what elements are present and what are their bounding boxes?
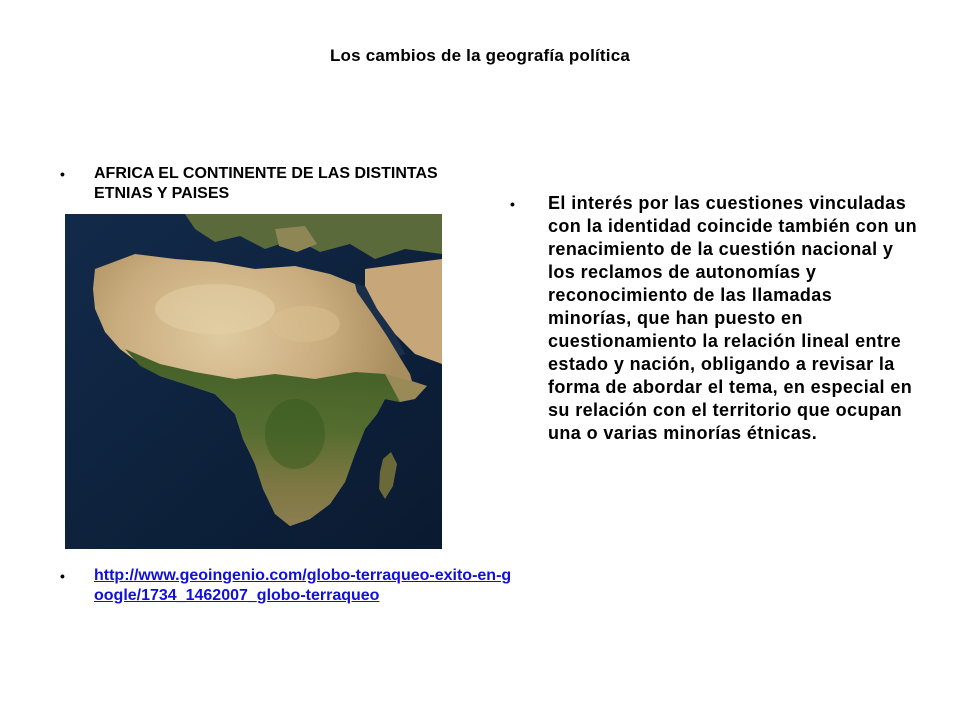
bullet-icon: • xyxy=(60,568,65,584)
africa-map-icon xyxy=(65,214,442,549)
right-column xyxy=(510,192,920,445)
bullet-icon: • xyxy=(510,196,516,212)
source-link[interactable]: http://www.geoingenio.com/globo-terraqueo-exito-en-google/1734_1462007_globo-terraqueo xyxy=(94,567,512,604)
link-bullet-row xyxy=(60,566,520,606)
africa-heading: AFRICA EL CONTINENTE DE LAS DISTINTAS ETNIAS Y PAISES xyxy=(94,165,438,202)
africa-satellite-image xyxy=(65,214,442,549)
source-link-bullet xyxy=(60,566,520,606)
africa-heading-bullet xyxy=(60,164,500,204)
slide-title: Los cambios de la geografía política xyxy=(329,46,631,65)
identity-paragraph: El interés por las cuestiones vinculadas con la identidad coincide también con un renacimiento de la cuestión nacional y los reclamos de autonomías y reconocimiento de las llamadas minorías, que han puesto en cuestionamiento la relación lineal entre estado y nación, obligando a revisar la forma de abordar el tema, en especial en su relación con el territorio que ocupan una o varias minorías étnicas. xyxy=(548,193,918,443)
identity-paragraph-bullet xyxy=(510,192,920,445)
left-column xyxy=(60,164,500,204)
bullet-icon: • xyxy=(60,166,65,182)
